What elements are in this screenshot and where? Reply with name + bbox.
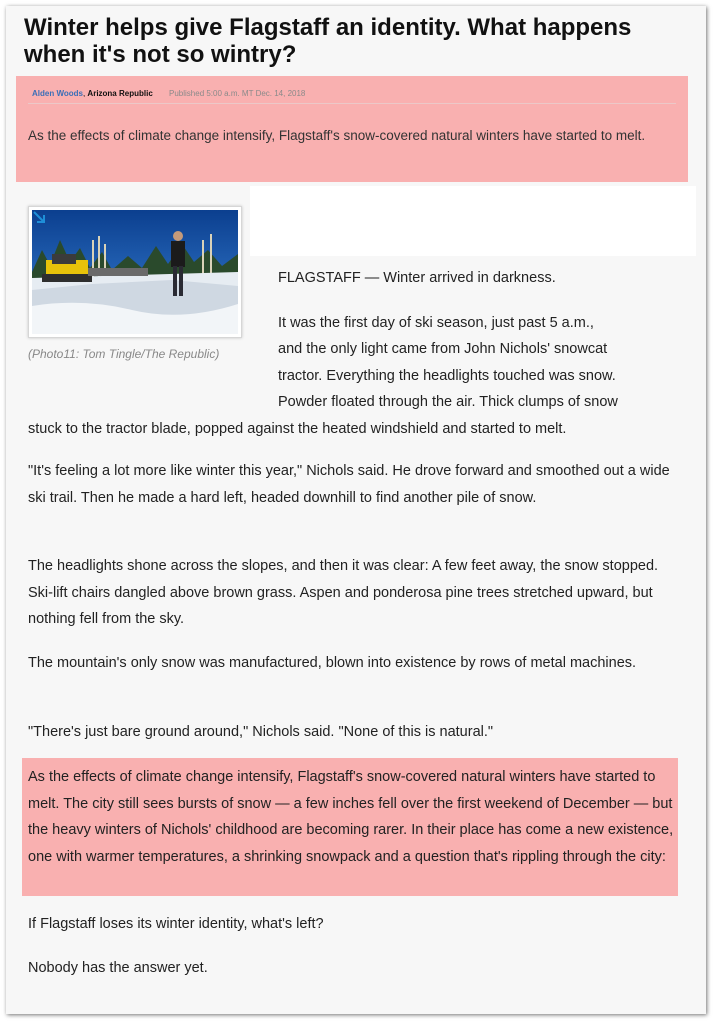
paragraph-2-line-2: and the only light came from John Nichols' snowcat	[278, 341, 608, 357]
byline	[28, 84, 676, 104]
author-link[interactable]: Alden Woods	[32, 89, 83, 98]
paragraph-3: "It's feeling a lot more like winter this year," Nichols said. He drove forward and smoothed out a wide ski trail. Then he made a hard left, headed downhill to find another pile of snow.	[28, 463, 670, 506]
photo-image	[32, 210, 238, 334]
paragraph-8: If Flagstaff loses its winter identity, what's left?	[28, 916, 324, 932]
article-summary: As the effects of climate change intensify, Flagstaff's snow-covered natural winters have started to melt.	[28, 128, 646, 143]
publication-name: Arizona Republic	[87, 89, 153, 98]
paragraph-2-line-5: stuck to the tractor blade, popped against the heated windshield and started to melt.	[28, 421, 567, 437]
expand-arrow-icon[interactable]	[32, 210, 46, 224]
content-background-panel	[250, 186, 696, 256]
paragraph-5: The mountain's only snow was manufactured, blown into existence by rows of metal machines.	[28, 655, 637, 671]
photo-caption: (Photo11: Tom Tingle/The Republic)	[28, 347, 220, 361]
paragraph-9: Nobody has the answer yet.	[28, 960, 208, 976]
highlight-box-summary	[16, 76, 688, 182]
paragraph-6: "There's just bare ground around," Nichols said. "None of this is natural."	[28, 724, 494, 740]
paragraph-4: The headlights shone across the slopes, and then it was clear: A few feet away, the snow stopped. Ski-lift chairs dangled above brown grass. Aspen and ponderosa pine trees stretched upward, but nothing fell from the sky.	[28, 558, 659, 627]
byline-separator: ,	[82, 89, 88, 98]
article-screenshot-frame	[6, 6, 706, 1014]
publish-date: Published 5:00 a.m. MT Dec. 14, 2018	[169, 89, 306, 98]
paragraph-2-line-1: It was the first day of ski season, just past 5 a.m.,	[278, 315, 594, 331]
paragraph-1: FLAGSTAFF — Winter arrived in darkness.	[278, 270, 556, 286]
paragraph-7: As the effects of climate change intensify, Flagstaff's snow-covered natural winters have started to melt. The city still sees bursts of snow — a few inches fell over the first weekend of December — but the heavy winters of Nichols' childhood are becoming rarer. In their place has come a new existence, one with warmer temperatures, a shrinking snowpack and a question that's rippling through the city:	[28, 769, 674, 865]
paragraph-2-line-4: Powder floated through the air. Thick clumps of snow	[278, 394, 618, 410]
article-photo[interactable]	[28, 206, 242, 338]
paragraph-2-line-3: tractor. Everything the headlights touched was snow.	[278, 368, 616, 384]
headline: Winter helps give Flagstaff an identity. What happens when it's not so wintry?	[24, 14, 632, 68]
